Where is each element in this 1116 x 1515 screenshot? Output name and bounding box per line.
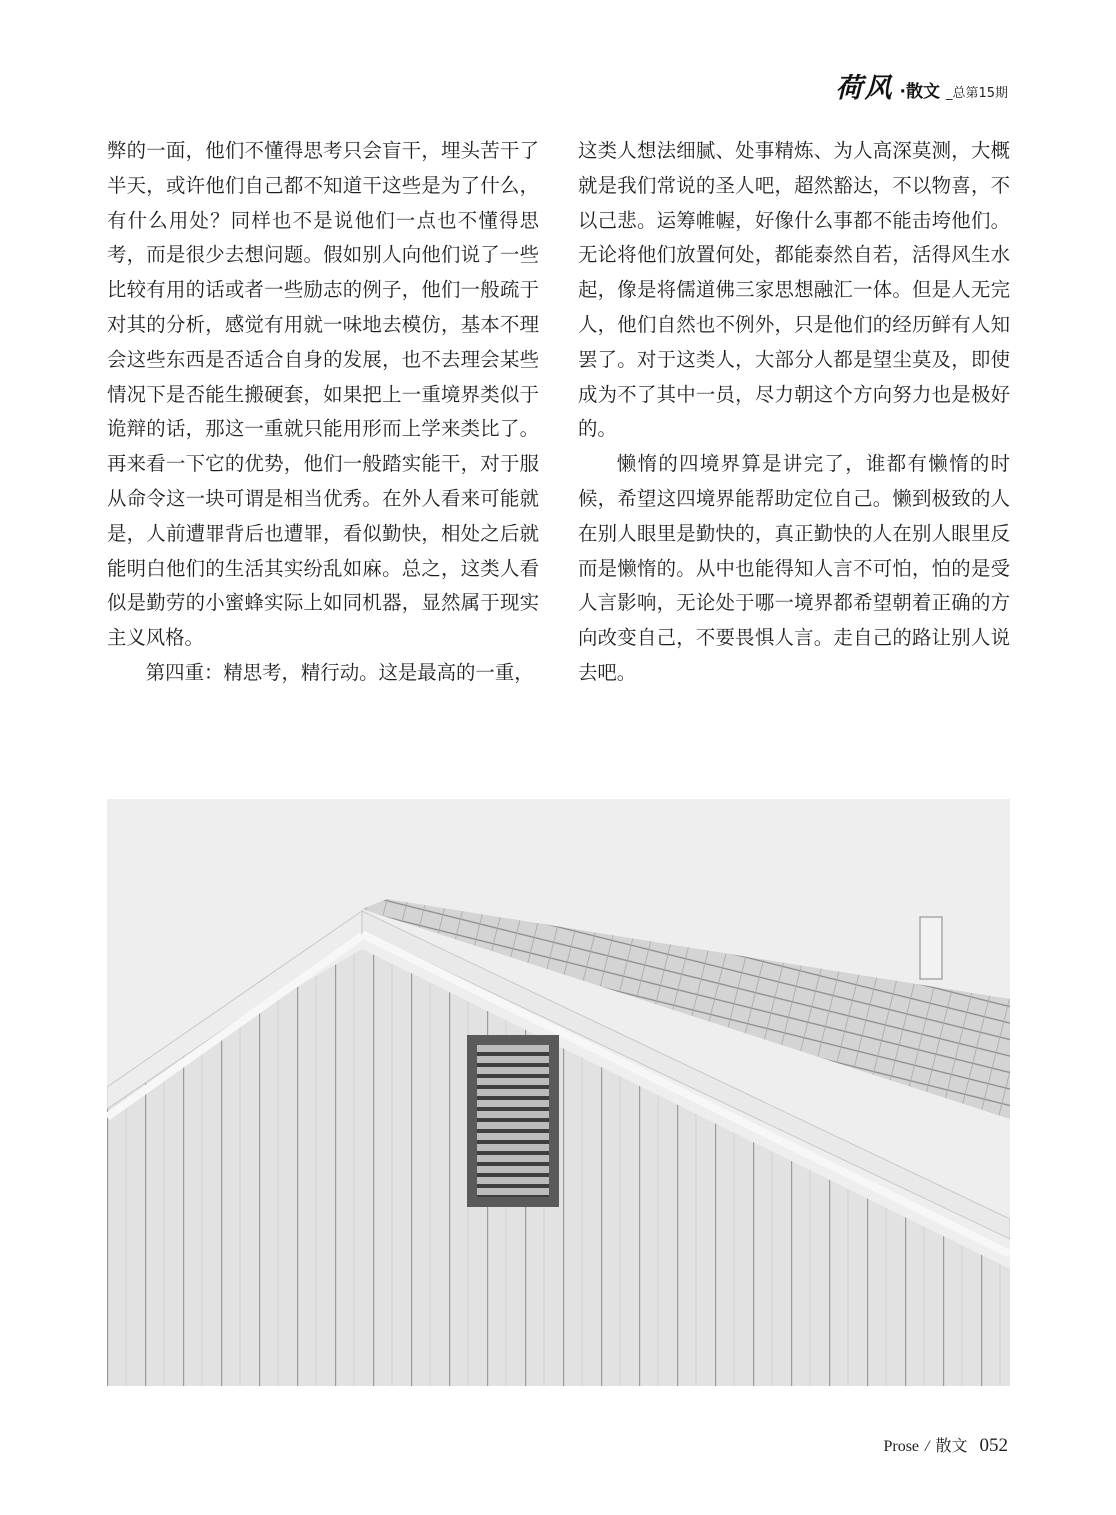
vent-louvers [477,1045,549,1197]
text-column-right [578,134,1010,691]
vent-pipe [920,917,942,979]
page-header [835,66,1008,104]
page-number: 052 [979,1435,1008,1456]
paragraph: 懒惰的四境界算是讲完了，谁都有懒惰的时候，希望这四境界能帮助定位自己。懒到极致的人在别人眼里是勤快的，真正勤快的人在别人眼里反而是懒惰的。从中也能得知人言不可怕，怕的是受人言影响，无论处于哪一境界都希望朝着正确的方向改变自己，不要畏惧人言。走自己的路让别人说去吧。 [578,452,1010,684]
text-column-left [107,134,539,691]
issue-label: _总第15期 [945,86,1008,101]
section-label: ·散文 [899,82,940,102]
house-gable-photo [107,799,1010,1386]
footer-separator: / [925,1438,930,1455]
paragraph: 弊的一面，他们不懂得思考只会盲干，埋头苦干了半天，或许他们自己都不知道干这些是为了什么，有什么用处？同样也不是说他们一点也不懂得思考，而是很少去想问题。假如别人向他们说了一些比较有用的话或者一些励志的例子，他们一般疏于对其的分析，感觉有用就一味地去模仿，基本不理会这些东西是否适合自身的发展，也不去理会某些情况下是否能生搬硬套，如果把上一重境界类似于诡辩的话，那这一重就只能用形而上学来类比了。再来看一下它的优势，他们一般踏实能干，对于服从命令这一块可谓是相当优秀。在外人看来可能就是，人前遭罪背后也遭罪，看似勤快，相处之后就能明白他们的生活其实纷乱如麻。总之，这类人看似是勤劳的小蜜蜂实际上如同机器，显然属于现实主义风格。 [107,139,539,650]
page-footer [883,1433,1008,1457]
footer-label-cn: 散文 [935,1436,968,1455]
paragraph: 这类人想法细腻、处事精炼、为人高深莫测，大概就是我们常说的圣人吧，超然豁达，不以物喜，不以己悲。运筹帷幄，好像什么事都不能击垮他们。无论将他们放置何处，都能泰然自若，活得风生水起，像是将儒道佛三家思想融汇一体。但是人无完人，他们自然也不例外，只是他们的经历鲜有人知罢了。对于这类人，大部分人都是望尘莫及，即使成为不了其中一员，尽力朝这个方向努力也是极好的。 [578,139,1010,441]
footer-label-en: Prose [883,1438,920,1455]
paragraph: 第四重：精思考，精行动。这是最高的一重， [145,660,534,684]
magazine-logo: 荷风 [835,73,894,104]
